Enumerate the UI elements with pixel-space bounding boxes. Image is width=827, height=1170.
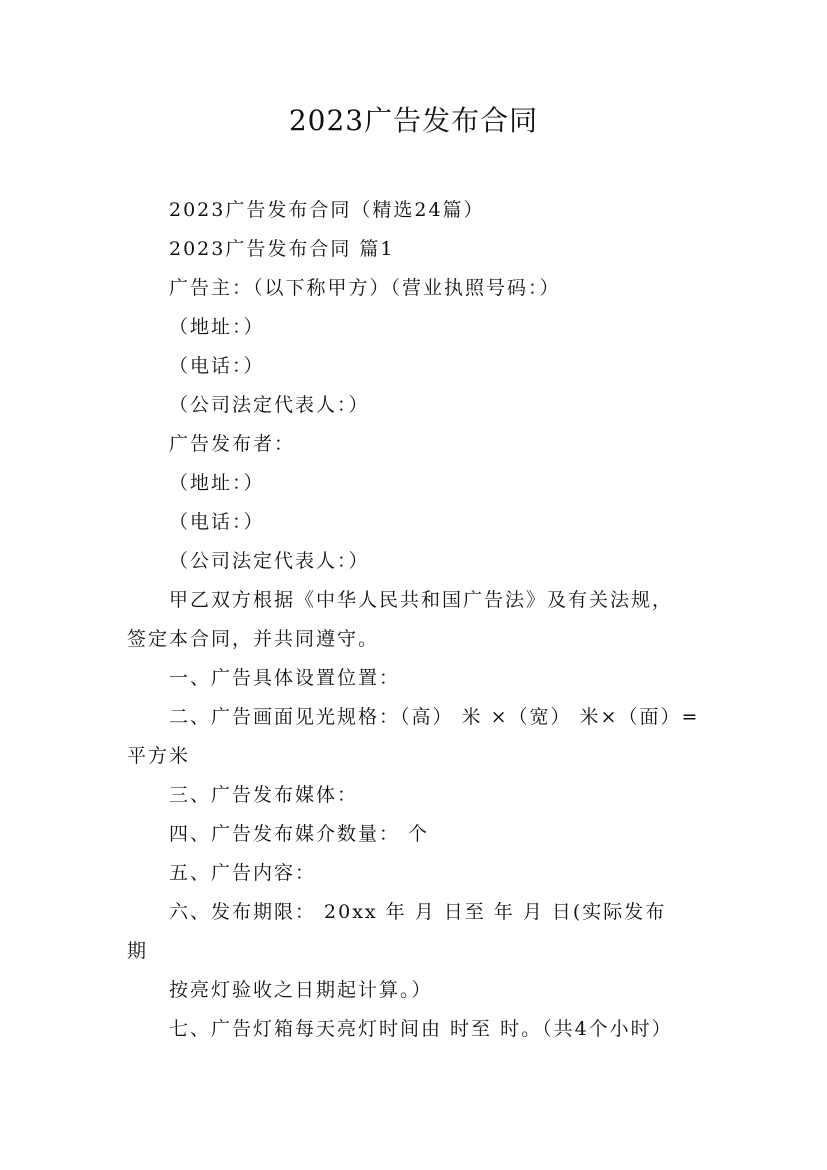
paragraph: 二、广告画面见光规格：（高） 米 ×（宽） 米×（面）= <box>169 706 700 728</box>
paragraph: 甲乙双方根据《中华人民共和国广告法》及有关法规， <box>169 589 674 611</box>
paragraph: （公司法定代表人：） <box>169 394 370 416</box>
paragraph: 2023广告发布合同（精选24篇） <box>169 199 485 221</box>
paragraph-continuation: 平方米 <box>127 745 191 767</box>
paragraph: 2023广告发布合同 篇1 <box>169 238 395 260</box>
paragraph: （电话：） <box>169 511 265 533</box>
document-title: 2023广告发布合同 <box>288 104 539 137</box>
paragraph: 一、广告具体设置位置： <box>169 667 401 689</box>
paragraph: （电话：） <box>169 355 265 377</box>
paragraph: （地址：） <box>169 316 265 338</box>
paragraph: 广告发布者： <box>169 433 296 455</box>
paragraph: （地址：） <box>169 472 265 494</box>
document-body <box>127 191 721 1049</box>
paragraph-continuation: 签定本合同，并共同遵守。 <box>127 628 380 650</box>
paragraph: （公司法定代表人：） <box>169 550 370 572</box>
paragraph: 按亮灯验收之日期起计算。） <box>169 979 433 1001</box>
paragraph: 五、广告内容： <box>169 862 317 884</box>
paragraph: 广告主：（以下称甲方）（营业执照号码：） <box>169 277 561 299</box>
paragraph-continuation: 期 <box>127 940 149 962</box>
paragraph: 六、发布期限： 20xx 年 月 日至 年 月 日(实际发布 <box>169 901 667 923</box>
paragraph: 三、广告发布媒体： <box>169 784 359 806</box>
paragraph: 七、广告灯箱每天亮灯时间由 时至 时。（共4个小时） <box>169 1018 673 1040</box>
paragraph: 四、广告发布媒介数量： 个 <box>169 823 430 845</box>
